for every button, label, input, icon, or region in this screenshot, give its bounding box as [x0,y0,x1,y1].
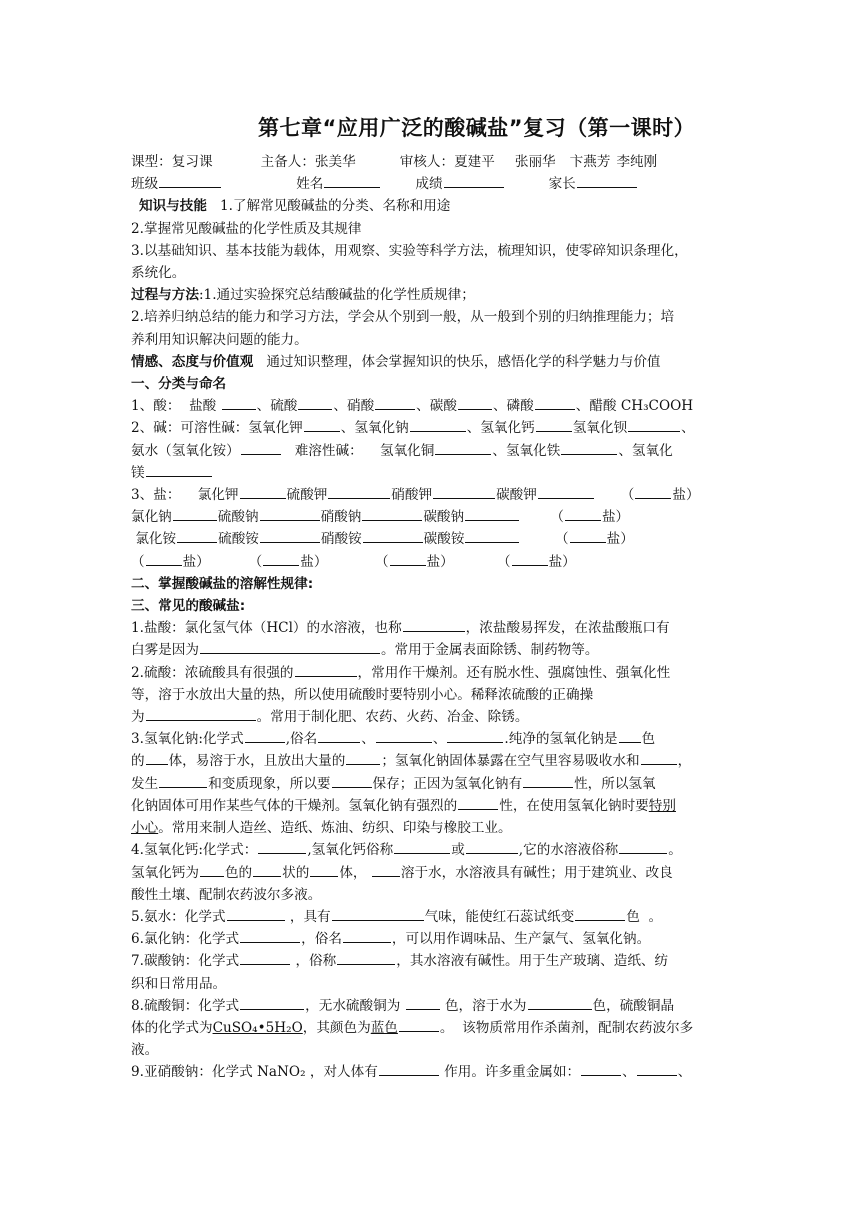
blank[interactable] [337,950,395,965]
objective-2: 2.掌握常见酸碱盐的化学性质及其规律 [131,220,362,237]
blank[interactable] [146,551,182,566]
blank[interactable] [570,528,606,543]
blank[interactable] [332,773,372,788]
copper-sulfate-formula: CuSO₄•5H₂O [212,1019,303,1036]
blank[interactable] [343,928,391,943]
parent-blank[interactable] [577,173,637,188]
meta-row-1 [131,151,731,173]
meta-row-2 [131,173,731,195]
item-1-line-2: 白雾是因为 。常用于金属表面除锈、制药物等。 [131,639,731,661]
item-3-line-5: 小心。常用来制人造丝、造纸、炼油、纺织、印染与橡胶工业。 [131,820,512,837]
section-3-heading: 三、常见的酸碱盐: [131,598,246,615]
blank[interactable] [253,862,281,877]
blank[interactable] [465,528,519,543]
blank[interactable] [536,417,572,432]
objective-process: 过程与方法:1.通过实验探究总结酸碱盐的化学性质规律； [131,287,475,304]
meta-reviewer-4: 李纯刚 [616,154,658,170]
objective-attitude: 情感、态度与价值观 通过知识整理，体会掌握知识的快乐，感悟化学的科学魅力与价值 [131,353,661,370]
blank[interactable] [298,395,332,410]
item-3-line-1: 3.氢氧化钠:化学式 ,俗名 、 、 .纯净的氢氧化钠是 色 [131,728,731,750]
item-4-line-2: 氢氧化钙为 色的 状的 体， 溶于水，水溶液具有碱性；用于建筑业、改良 [131,862,731,884]
blank[interactable] [362,506,422,521]
blank[interactable] [240,950,290,965]
blank[interactable] [406,995,440,1010]
objective-3b: 系统化。 [131,265,186,282]
blank[interactable] [390,551,426,566]
blank[interactable] [372,862,400,877]
item-7-line-2: 织和日常用品。 [131,975,227,992]
blank[interactable] [375,395,415,410]
blank[interactable] [376,728,432,743]
item-4-line-1: 4.氢氧化钙:化学式： ,氢氧化钙俗称 或 ,它的水溶液俗称 。 [131,839,731,861]
blank[interactable] [159,773,207,788]
item-3-line-4: 化钠固体可用作某些气体的干燥剂。氢氧化钠有强烈的 性，在使用氢氧化钠时要特别 [131,795,731,817]
blank[interactable] [399,1017,439,1032]
item-3-line-3: 发生 和变质现象，所以要 保存；正因为氢氧化钠有 性，所以氢氧 [131,773,731,795]
blank[interactable] [227,906,285,921]
meta-preparer: 主备人：张美华 [260,154,356,170]
blank[interactable] [512,551,548,566]
item-9-line: 9.亚硝酸钠：化学式 NaNO₂ ，对人体有 作用。许多重金属如： 、 、 [131,1061,731,1083]
bases-line-2: 氨水（氢氧化铵） 难溶性碱： 氢氧化铜 、氢氧化铁 、氢氧化 [131,440,731,462]
salts-line-3: 氯化铵 硫酸铵 硝酸铵 碳酸铵 （ 盐） [131,528,731,550]
salts-line-2: 氯化钠 硫酸钠 硝酸钠 碳酸钠 （ 盐） [131,506,731,528]
salts-line-1: 3、盐： 氯化钾 硫酸钾 硝酸钾 碳酸钾 （ 盐） [131,484,731,506]
blank[interactable] [523,773,573,788]
score-blank[interactable] [444,173,504,188]
meta-parent-label: 家长 [548,176,576,193]
blank[interactable] [581,1061,621,1076]
blank[interactable] [435,440,491,455]
blank[interactable] [565,506,601,521]
item-8-line-3: 液。 [131,1042,159,1059]
meta-score-label: 成绩 [415,176,443,193]
bases-line-1: 2、碱：可溶性碱：氢氧化钾 、氢氧化钠 、氢氧化钙 氢氧化钡 、 [131,417,731,439]
meta-reviewer: 审核人：夏建平 [399,154,495,170]
blank[interactable] [241,440,281,455]
bases-line-3: 镁 [131,462,731,484]
item-4-line-3: 酸性土壤、配制农药波尔多液。 [131,886,322,903]
meta-name-label: 姓名 [296,176,324,193]
blank[interactable] [328,484,390,499]
blank[interactable] [146,706,256,721]
blank[interactable] [173,506,217,521]
blank[interactable] [260,528,320,543]
blank[interactable] [363,528,423,543]
item-2-line-1: 2.硫酸：浓硫酸具有很强的 ，常用作干燥剂。还有脱水性、强腐蚀性、强氧化性 [131,662,731,684]
blank[interactable] [410,417,466,432]
blank[interactable] [146,462,212,477]
page-title: 第七章“应用广泛的酸碱盐”复习（第一课时） [258,116,696,140]
class-blank[interactable] [159,173,221,188]
blank[interactable] [245,728,285,743]
blank[interactable] [447,728,503,743]
objective-process-2b: 养利用知识解决问题的能力。 [131,331,308,348]
item-5-line: 5.氨水：化学式 ，具有 气味，能使红石蕊试纸变 色 。 [131,906,731,928]
blank[interactable] [637,1061,677,1076]
blank[interactable] [258,839,306,854]
blank[interactable] [304,417,340,432]
blank[interactable] [379,1061,439,1076]
blank[interactable] [465,506,519,521]
blank[interactable] [528,995,592,1010]
blank[interactable] [628,417,680,432]
item-2-line-2: 等，溶于水放出大量的热，所以使用硫酸时要特别小心。稀释浓硫酸的正确操 [131,686,594,703]
blank[interactable] [200,639,380,654]
item-8-line-2: 体的化学式为CuSO₄•5H₂O，其颜色为蓝色 。 该物质常用作杀菌剂，配制农药波尔多 [131,1017,731,1039]
blank[interactable] [346,750,380,765]
blank[interactable] [200,862,224,877]
blank[interactable] [403,617,465,632]
item-6-line: 6.氯化钠：化学式 ，俗名 ，可以用作调味品、生产氯气、氢氧化钠。 [131,928,731,950]
blank[interactable] [260,506,320,521]
blank[interactable] [635,484,671,499]
blank[interactable] [619,728,641,743]
item-7-line-1: 7.碳酸钠：化学式 ，俗称 ，其水溶液有碱性。用于生产玻璃、造纸、纺 [131,950,731,972]
section-2-heading: 二、掌握酸碱盐的溶解性规律: [131,575,314,592]
blank[interactable] [458,395,492,410]
blank[interactable] [394,839,450,854]
blank[interactable] [575,906,625,921]
blank[interactable] [641,750,677,765]
blank[interactable] [318,728,360,743]
item-2-line-3: 为 。常用于制化肥、农药、火药、冶金、除锈。 [131,706,731,728]
blank[interactable] [240,995,304,1010]
blank[interactable] [263,551,299,566]
name-blank[interactable] [324,173,380,188]
item-8-line-1: 8.硫酸铜：化学式 ，无水硫酸铜为 色，溶于水为 色，硫酸铜晶 [131,995,731,1017]
meta-reviewer-2: 张丽华 [514,154,556,170]
meta-reviewer-3: 卞燕芳 [569,154,611,170]
item-1-line-1: 1.盐酸：氯化氢气体（HCl）的水溶液，也称 ，浓盐酸易挥发，在浓盐酸瓶口有 [131,617,731,639]
objective-3: 3.以基础知识、基本技能为载体，用观察、实验等科学方法，梳理知识，使零碎知识条理化， [131,242,688,259]
blank[interactable] [310,862,338,877]
item-3-line-2: 的 体，易溶于水，且放出大量的 ；氢氧化钠固体暴露在空气里容易吸收水和 ， [131,750,731,772]
section-1-heading: 一、分类与命名 [131,376,227,393]
blank[interactable] [295,662,357,677]
blank[interactable] [177,528,217,543]
blank[interactable] [146,750,168,765]
blank[interactable] [240,484,286,499]
blank[interactable] [535,395,575,410]
blank[interactable] [222,395,256,410]
blank[interactable] [561,440,617,455]
document-body [131,151,731,1084]
blank[interactable] [466,839,518,854]
blank[interactable] [619,839,667,854]
meta-course-type: 课型：复习课 [131,154,213,170]
blank[interactable] [458,795,498,810]
salts-line-4: （ 盐） （ 盐） （ 盐） （ 盐） [131,551,731,573]
blank[interactable] [538,484,594,499]
objective-process-2: 2.培养归纳总结的能力和学习方法，学会从个别到一般，从一般到个别的归纳推理能力；培 [131,309,675,326]
acids-line: 1、酸： 盐酸 、硫酸 、硝酸 、碳酸 、磷酸 、醋酸 CH₃COOH [131,395,731,417]
blank[interactable] [240,928,300,943]
meta-class-label: 班级 [131,176,159,193]
blank[interactable] [332,906,424,921]
objective-knowledge: 知识与技能 1.了解常见酸碱盐的分类、名称和用途 [139,198,451,215]
blank[interactable] [433,484,495,499]
